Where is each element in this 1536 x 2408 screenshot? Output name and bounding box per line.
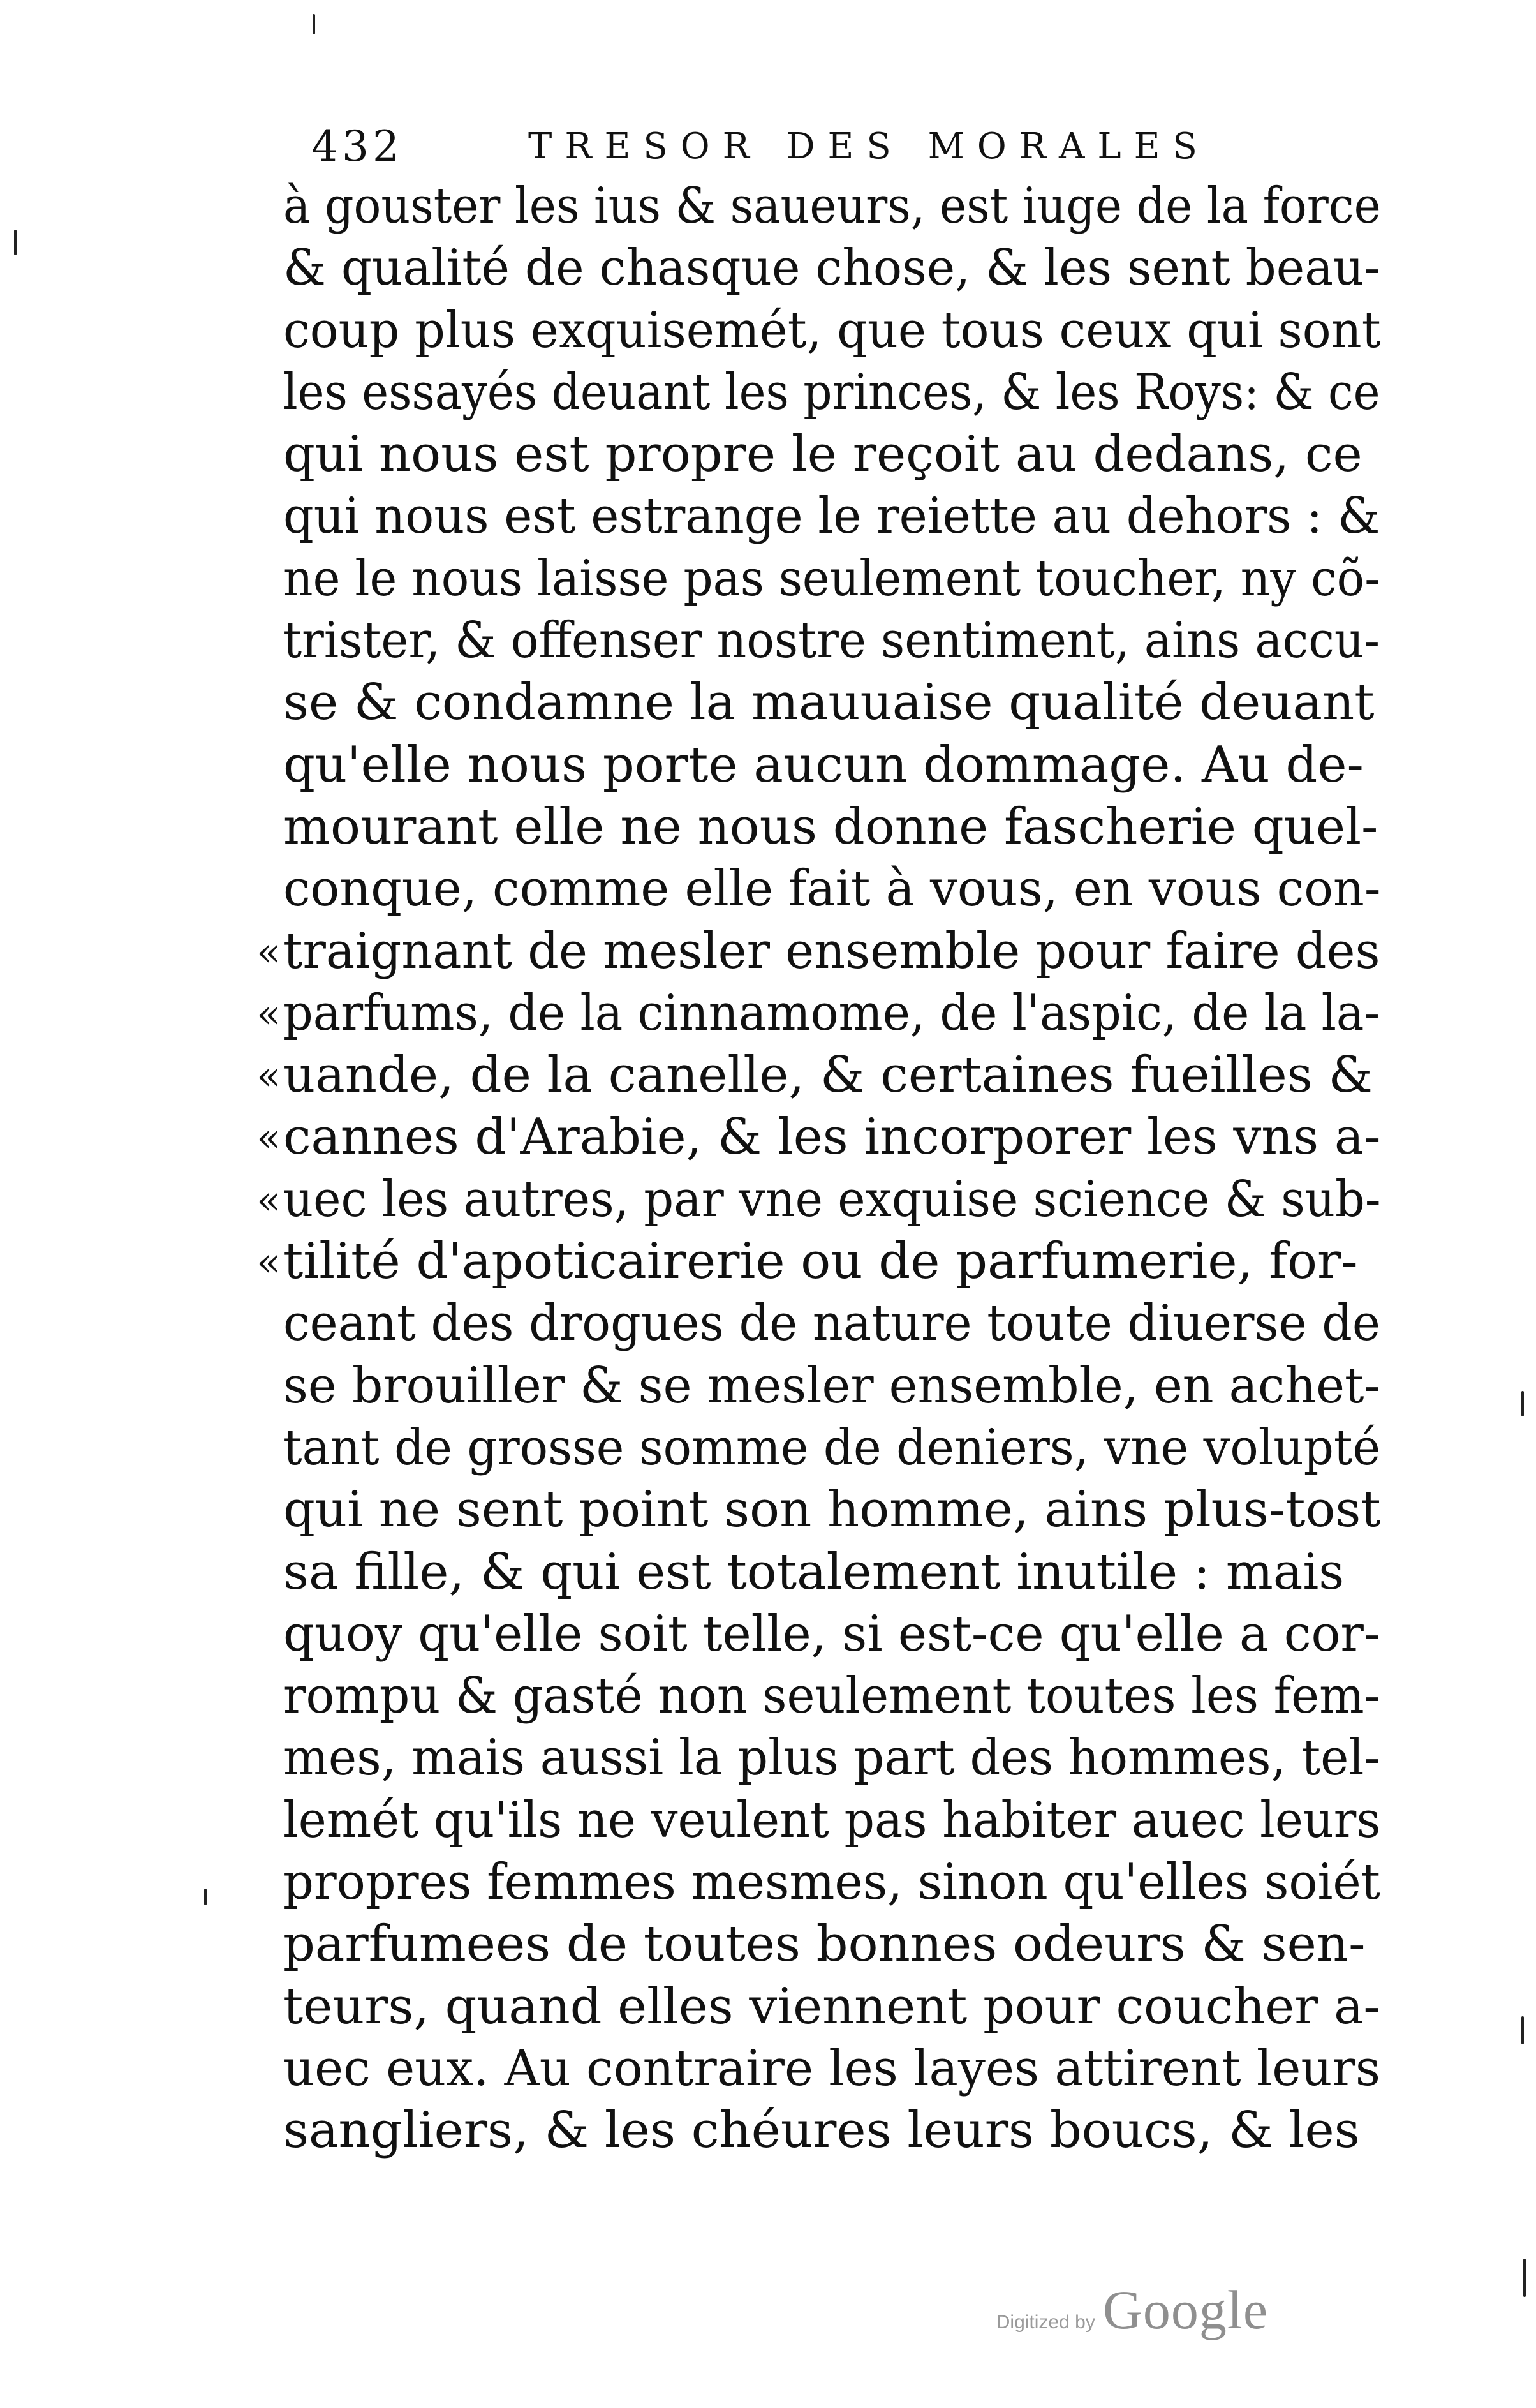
quotation-marker: « (256, 1052, 281, 1099)
text-line (256, 1231, 1358, 1293)
text-line (283, 610, 1380, 672)
line-text: se brouiller & se mesler ensemble, en achet- (283, 1356, 1381, 1415)
text-line (283, 2038, 1380, 2100)
line-text: sangliers, & les chéures leurs boucs, & les (283, 2102, 1360, 2160)
scan-mark (1523, 2259, 1526, 2297)
scan-mark (204, 1889, 207, 1905)
digitized-label: Digitized by (996, 2312, 1095, 2333)
line-text: ceant des drogues de nature toute diuerse de (283, 1295, 1380, 1353)
text-line (256, 921, 1380, 983)
digitized-watermark (996, 2278, 1268, 2348)
line-text: uec les autres, par vne exquise science & sub- (283, 1170, 1381, 1228)
text-line (283, 486, 1380, 547)
text-line (283, 1976, 1380, 2038)
line-text: parfums, de la cinnamome, de l'aspic, de la la- (283, 984, 1380, 1042)
text-line (283, 1603, 1380, 1665)
quotation-marker: « (256, 990, 281, 1037)
line-text: les essayés deuant les princes, & les Roys: & ce (283, 363, 1380, 421)
page-number: 432 (311, 122, 403, 171)
line-text: traignant de mesler ensemble pour faire des (283, 922, 1380, 980)
text-line (283, 1790, 1381, 1852)
line-text: ne le nous laisse pas seulement toucher, ny cõ- (283, 549, 1380, 607)
text-line (283, 858, 1381, 920)
page-header (311, 112, 1230, 182)
quotation-marker: « (256, 1114, 281, 1161)
line-text: mes, mais aussi la plus part des hommes, tel- (283, 1729, 1380, 1787)
scan-mark (14, 230, 17, 255)
line-text: tant de grosse somme de deniers, vne volupté (283, 1418, 1381, 1476)
text-line (283, 734, 1364, 796)
line-text: qu'elle nous porte aucun dommage. Au de- (283, 736, 1364, 794)
text-line (283, 362, 1380, 424)
line-text: uec eux. Au contraire les layes attirent leurs (283, 2039, 1380, 2097)
line-text: qui nous est estrange le reiette au dehors : & (283, 487, 1380, 546)
line-text: coup plus exquisemét, que tous ceux qui sont (283, 301, 1381, 359)
line-text: uande, de la canelle, & certaines fueilles & (283, 1046, 1373, 1104)
running-title: TRESOR DES MORALES (528, 126, 1210, 167)
scan-mark (1521, 2016, 1524, 2044)
line-text: qui ne sent point son homme, ains plus-tost (283, 1481, 1381, 1539)
text-line (283, 1852, 1380, 1914)
line-text: sa fille, & qui est totalement inutile : mais (283, 1543, 1345, 1601)
line-text: quoy qu'elle soit telle, si est-ce qu'elle a cor- (283, 1605, 1380, 1663)
line-text: teurs, quand elles viennent pour coucher a- (283, 1977, 1380, 2035)
text-line (283, 1727, 1380, 1789)
line-text: à gouster les ius & saueurs, est iuge de la force (283, 177, 1381, 235)
text-line (283, 1665, 1380, 1727)
text-line (283, 672, 1375, 734)
text-line (283, 796, 1378, 858)
line-text: parfumees de toutes bonnes odeurs & sen- (283, 1915, 1366, 1973)
line-text: se & condamne la mauuaise qualité deuant (283, 674, 1375, 732)
quotation-marker: « (256, 1176, 281, 1223)
text-line (283, 424, 1362, 486)
google-logo: Google (1102, 2279, 1268, 2340)
text-line (283, 1914, 1366, 1975)
line-text: cannes d'Arabie, & les incorporer les vns a- (283, 1108, 1381, 1166)
text-line (283, 1417, 1381, 1479)
line-text: mourant elle ne nous donne fascherie quel- (283, 798, 1378, 856)
text-line (283, 1293, 1380, 1355)
text-line (283, 237, 1380, 299)
line-text: & qualité de chasque chose, & les sent beau- (283, 239, 1380, 297)
line-text: trister, & offenser nostre sentiment, ains accu- (283, 612, 1380, 670)
line-text: lemét qu'ils ne veulent pas habiter auec leurs (283, 1791, 1381, 1849)
line-text: rompu & gasté non seulement toutes les fem- (283, 1667, 1380, 1725)
text-line (283, 1542, 1355, 1603)
scan-mark (313, 14, 315, 34)
quotation-marker: « (256, 1238, 281, 1286)
text-line (256, 1169, 1381, 1231)
scan-mark (1521, 1391, 1524, 1416)
text-line (256, 983, 1380, 1044)
text-line (256, 1044, 1373, 1106)
text-line (256, 1106, 1381, 1168)
text-line (283, 1355, 1381, 1417)
body-text (256, 175, 1381, 2162)
text-line (283, 175, 1381, 237)
line-text: conque, comme elle fait à vous, en vous con- (283, 860, 1381, 918)
text-line (283, 2100, 1360, 2162)
line-text: tilité d'apoticairerie ou de parfumerie, for- (283, 1233, 1358, 1291)
text-line (283, 1479, 1381, 1541)
text-line (283, 548, 1380, 610)
quotation-marker: « (256, 928, 281, 975)
line-text: qui nous est propre le reçoit au dedans, ce (283, 426, 1362, 484)
text-line (283, 300, 1381, 362)
line-text: propres femmes mesmes, sinon qu'elles soiét (283, 1854, 1380, 1912)
